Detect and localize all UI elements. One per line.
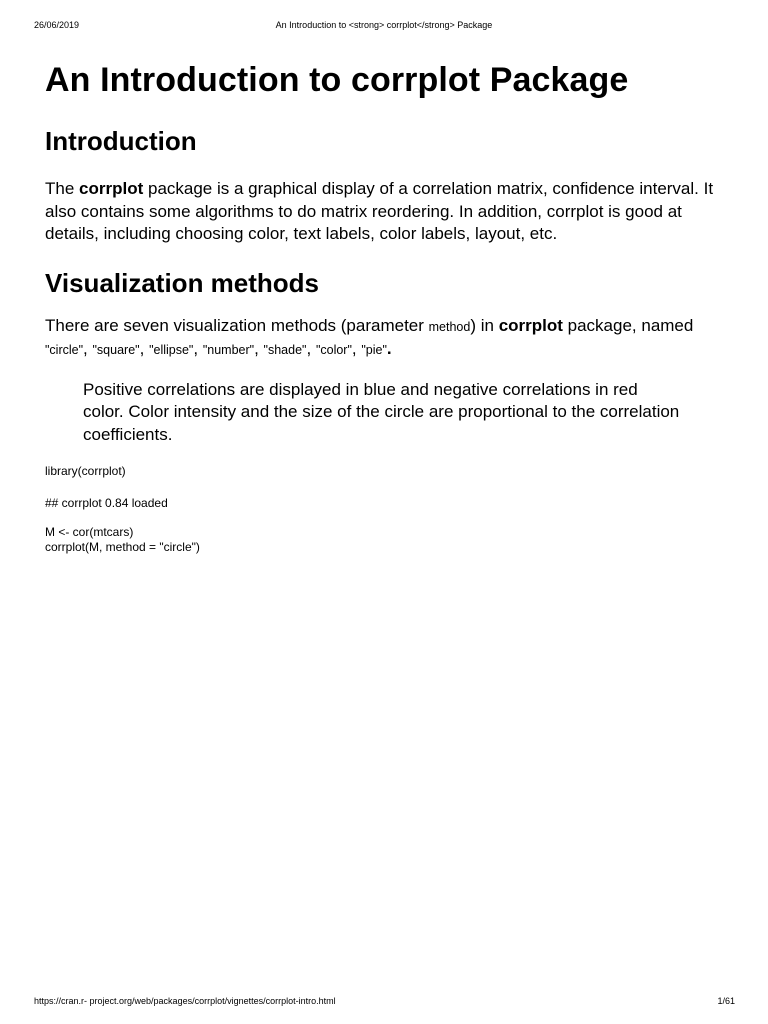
visualization-paragraph (45, 315, 735, 362)
method-option: "shade" (263, 343, 307, 357)
option-separator: , (306, 339, 316, 358)
viz-bold-corrplot: corrplot (498, 315, 563, 335)
document-body (45, 56, 735, 555)
print-header (0, 19, 768, 31)
method-option: "ellipse" (149, 343, 194, 357)
method-option: "square" (92, 343, 140, 357)
print-url: https://cran.r- project.org/web/packages/corrplot/vignettes/corrplot-intro.html (34, 996, 336, 1006)
method-option: "number" (202, 343, 255, 357)
code-cor-matrix: M <- cor(mtcars) (45, 525, 134, 539)
option-separator: , (193, 339, 203, 358)
code-output: ## corrplot 0.84 loaded (45, 496, 168, 510)
introduction-paragraph (45, 178, 735, 246)
viz-end-period: . (386, 339, 392, 358)
page-number: 1/61 (717, 996, 735, 1006)
method-option: "pie" (361, 343, 387, 357)
viz-text-1: There are seven visualization methods (parameter (45, 315, 429, 335)
method-options-list (45, 339, 387, 358)
option-separator: , (254, 339, 264, 358)
option-separator: , (83, 339, 93, 358)
method-option: "circle" (45, 343, 84, 357)
intro-bold-corrplot: corrplot (79, 179, 144, 198)
method-option: "color" (315, 343, 352, 357)
introduction-heading: Introduction (45, 126, 197, 156)
print-title: An Introduction to <strong> corrplot</strong> Package (275, 20, 493, 30)
code-corrplot-call: corrplot(M, method = "circle") (45, 540, 200, 554)
option-separator: , (139, 339, 150, 358)
print-date: 26/06/2019 (34, 20, 80, 30)
print-footer (0, 995, 768, 1007)
visualization-heading: Visualization methods (45, 267, 320, 298)
intro-text-before: The (45, 179, 80, 198)
code-method: method (428, 319, 471, 334)
code-library-call: library(corrplot) (45, 464, 126, 478)
intro-text-after: package is a graphical display of a correlation matrix, confidence interval. It also contains some algorithms to do matrix reordering. In addition, corrplot is good at details, including choosing color, text labels, color labels, layout, etc. (45, 179, 714, 243)
viz-text-3: package, named (562, 315, 694, 335)
page-title: An Introduction to corrplot Package (45, 61, 629, 99)
option-separator: , (351, 339, 362, 358)
viz-text-2: ) in (470, 315, 499, 335)
note-blockquote: Positive correlations are displayed in blue and negative correlations in red color. Color intensity and the size of the circle are proportional to the correlation coefficients. (83, 379, 680, 444)
